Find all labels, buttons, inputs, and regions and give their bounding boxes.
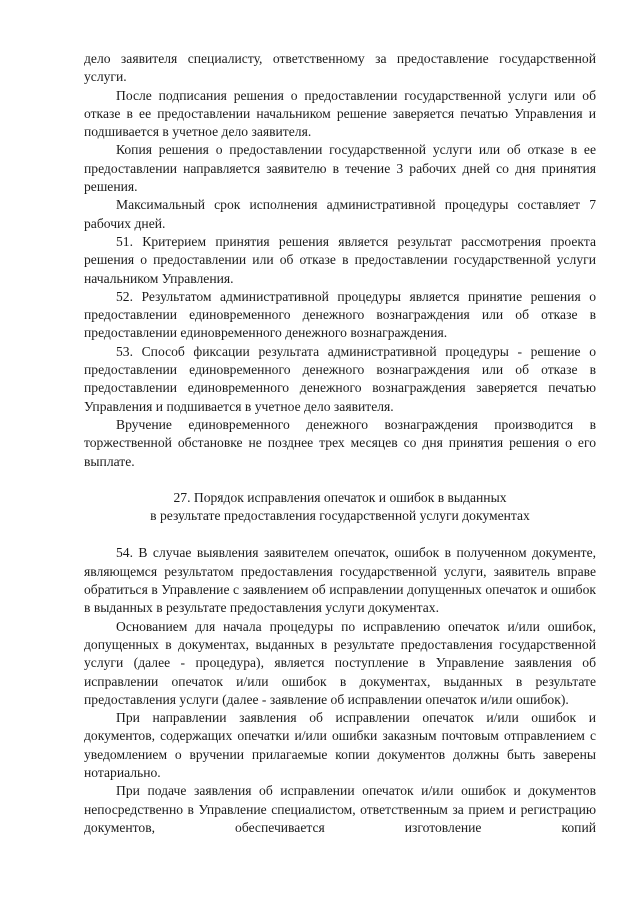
paragraph-continuation: дело заявителя специалисту, ответственному за предоставление государственной услуги. bbox=[84, 51, 596, 85]
paragraph-52: 52. Результатом административной процедуры является принятие решения о предоставлении единовременного денежного вознаграждения или об отказе в предоставлении единовременного денежного вознаграждения. bbox=[84, 288, 596, 341]
paragraph-signing: После подписания решения о предоставлении государственной услуги или об отказе в ее предоставлении начальником решение заверяется печатью Управления и подшивается в учетное дело заявителя. bbox=[84, 87, 596, 140]
paragraph-copy-decision: Копия решения о предоставлении государственной услуги или об отказе в ее предоставлении направляется заявителю в течение 3 рабочих дней со дня принятия решения. bbox=[84, 142, 596, 195]
paragraph-51: 51. Критерием принятия решения является результат рассмотрения проекта решения о предоставлении или об отказе в предоставлении государственной услуги начальником Управления. bbox=[84, 233, 596, 286]
paragraph-direct-submission: При подаче заявления об исправлении опечаток и/или ошибок и документов непосредственно в Управление специалистом, ответственным за прием и регистрацию документов, обеспечивается изготовление копий bbox=[84, 783, 596, 835]
paragraph-postal-submission: При направлении заявления об исправлении опечаток и/или ошибок и документов, содержащих опечатки и/или ошибки заказным почтовым отправлением с уведомлением о вручении прилагаемые копии документов должны быть заверены нотариально. bbox=[84, 710, 596, 780]
paragraph-award-ceremony: Вручение единовременного денежного вознаграждения производится в торжественной обстановке не позднее трех месяцев со дня принятия решения о его выплате. bbox=[84, 416, 596, 469]
paragraph-procedure-basis: Основанием для начала процедуры по исправлению опечаток и/или ошибок, допущенных в документах, выданных в результате предоставления государственной услуги (далее - процедура), является поступление в Управление заявления об исправлении опечаток и/или ошибок в документах, выданных в результате предоставления услуги (далее - заявление об исправлении опечаток и/или ошибок). bbox=[84, 618, 596, 707]
document-page bbox=[84, 50, 596, 837]
paragraph-max-term: Максимальный срок исполнения административной процедуры составляет 7 рабочих дней. bbox=[84, 197, 596, 231]
section-heading bbox=[84, 489, 596, 526]
section-heading-line2: в результате предоставления государственной услуги документах bbox=[150, 508, 530, 524]
paragraph-54: 54. В случае выявления заявителем опечаток, ошибок в полученном документе, являющемся результатом предоставления государственной услуги, заявитель вправе обратиться в Управление с заявлением об исправлении допущенных опечаток и ошибок в выданных в результате предоставления услуги документах. bbox=[84, 545, 596, 616]
paragraph-53: 53. Способ фиксации результата административной процедуры - решение о предоставлении единовременного денежного вознаграждения или об отказе в предоставлении единовременного денежного вознаграждения заверяется печатью Управления и подшивается в учетное дело заявителя. bbox=[84, 343, 596, 414]
section-heading-line1: 27. Порядок исправления опечаток и ошибок в выданных bbox=[173, 489, 507, 505]
